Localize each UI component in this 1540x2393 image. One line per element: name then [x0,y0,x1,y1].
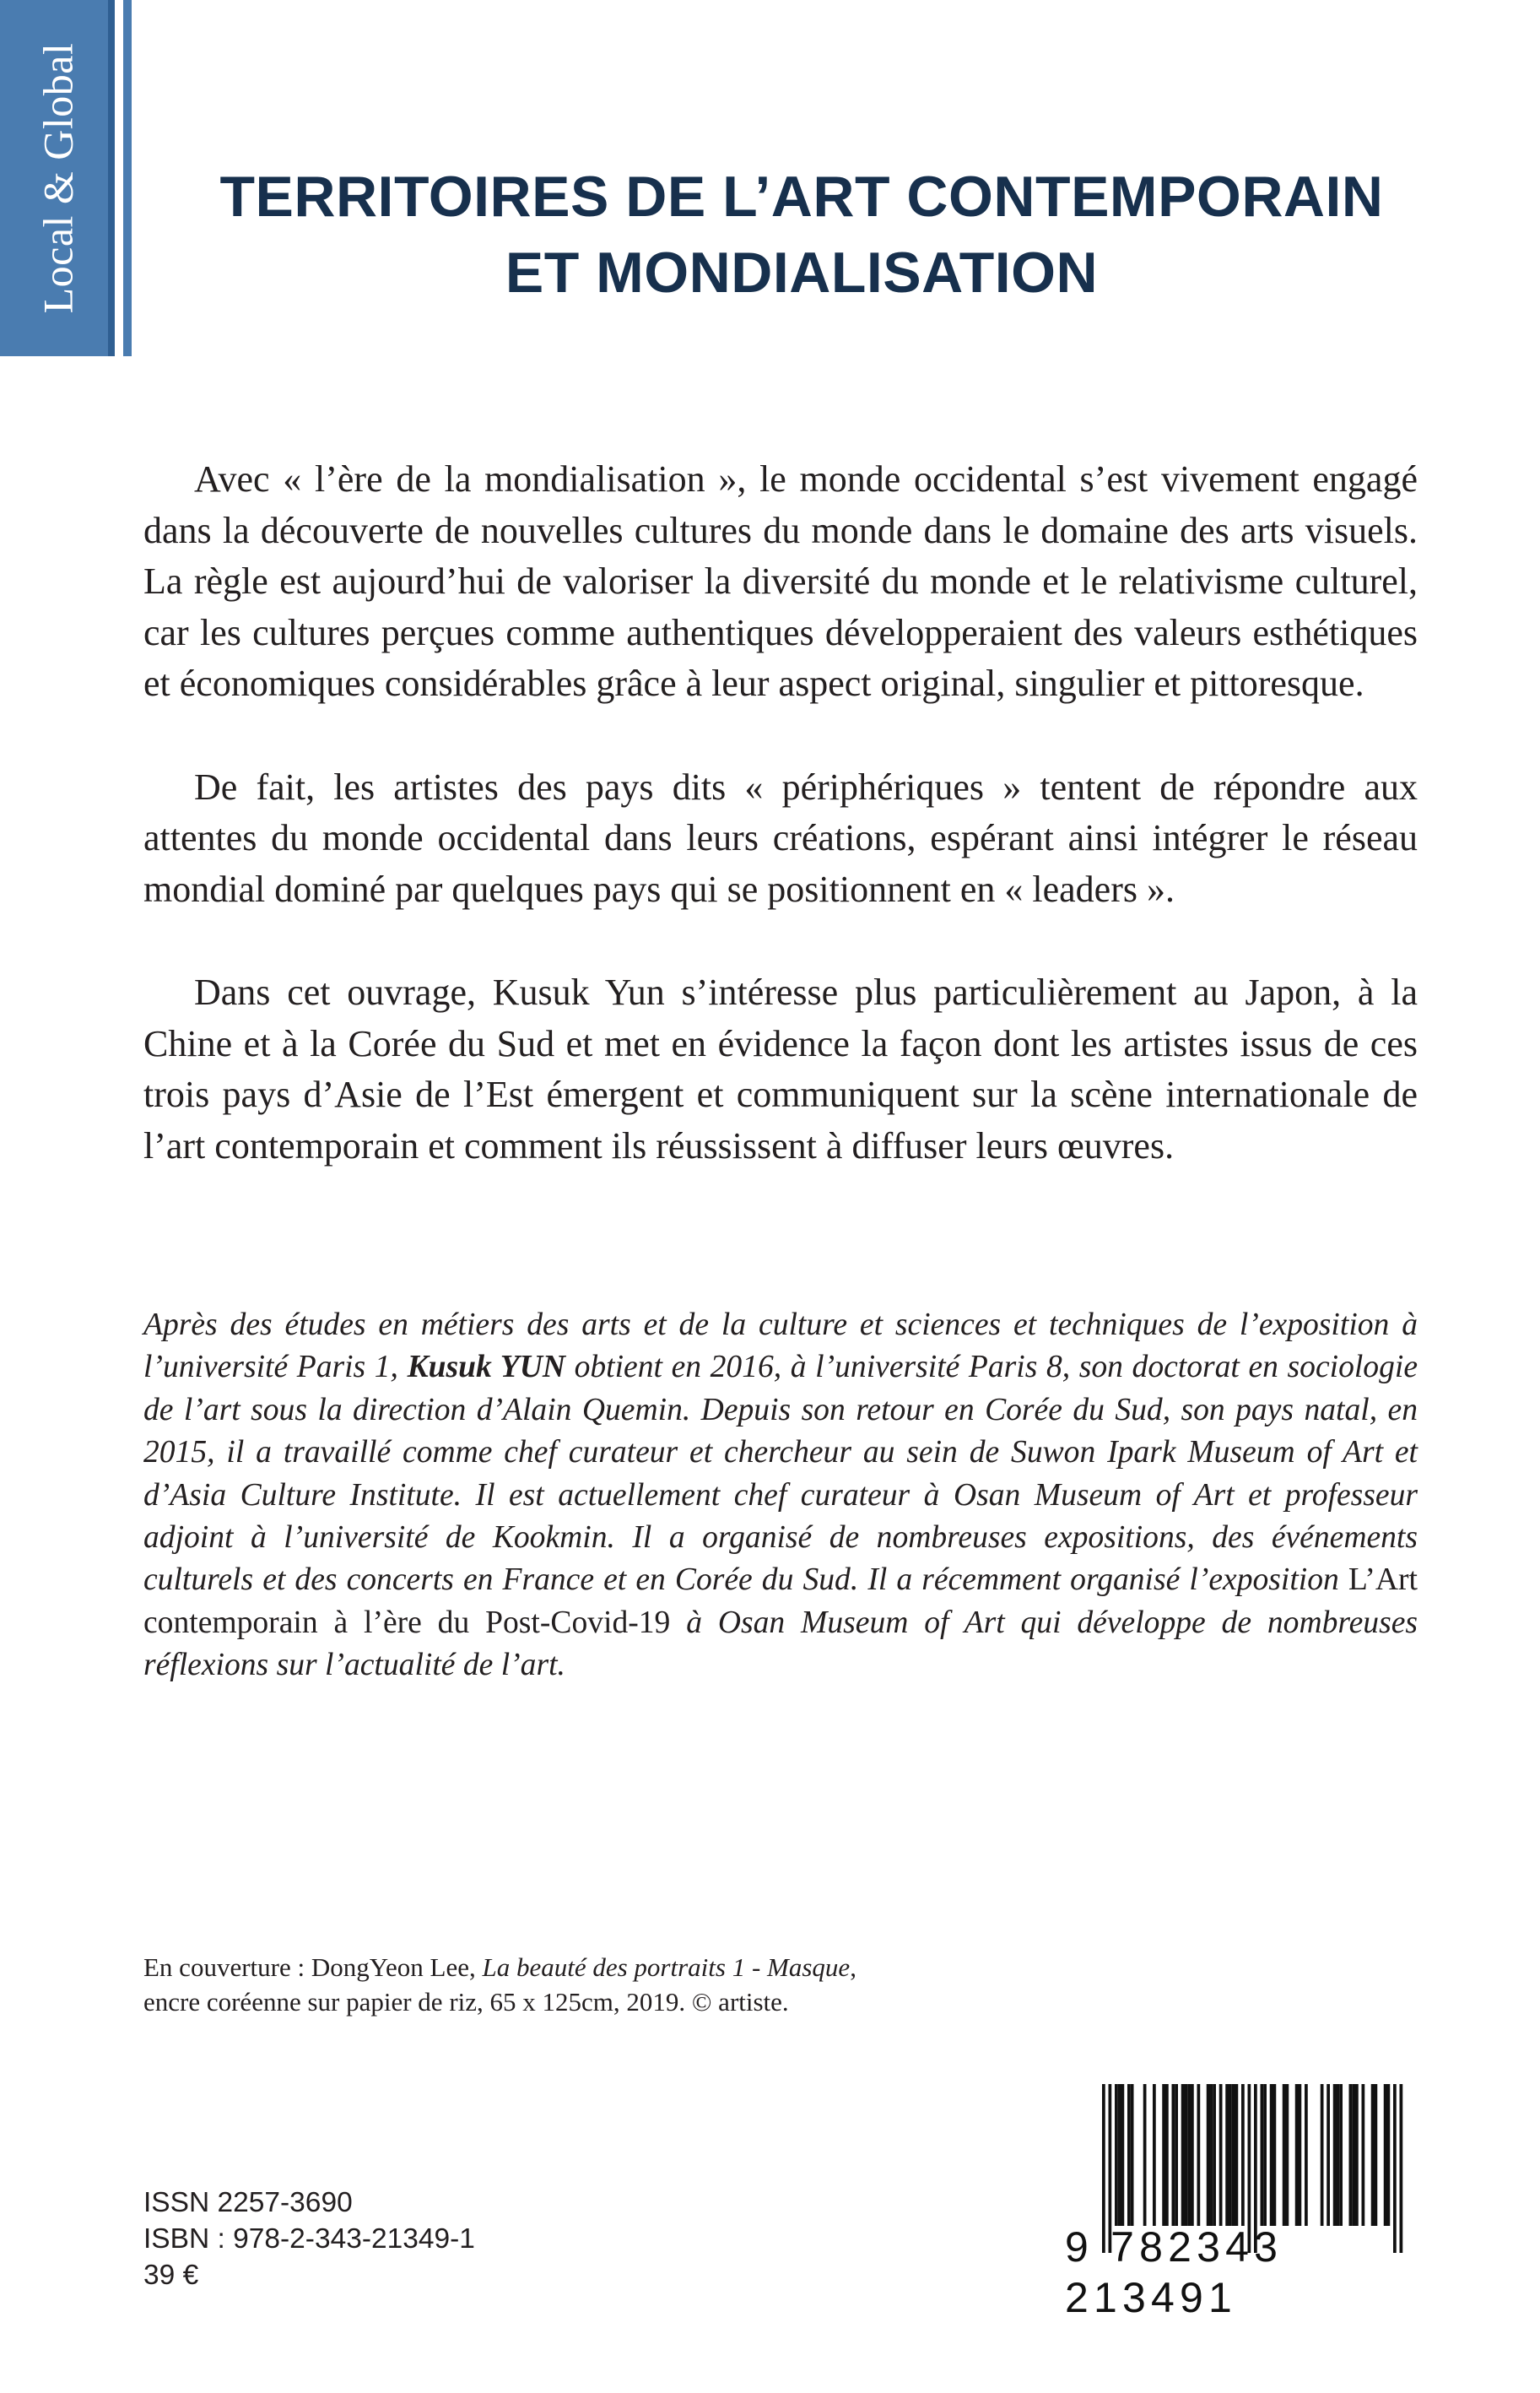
barcode-bar [1225,2084,1229,2226]
barcode-bar [1235,2084,1239,2226]
barcode-bar [1263,2084,1267,2226]
barcode-bar [1162,2084,1165,2226]
barcode-bar [1349,2084,1353,2226]
barcode-bar [1321,2084,1324,2226]
barcode-bar [1299,2084,1302,2226]
cover-credit-line-2: encre coréenne sur papier de riz, 65 x 125cm, 2019. © artiste. [143,1987,789,2017]
author-bio-part-3: à Osan Museum of Art qui développe de nombreuses réflexions sur l’actualité de l’art. [143,1605,1418,1683]
cover-credit-prefix: En couverture : DongYeon Lee, [143,1952,483,1982]
isbn: ISBN : 978-2-343-21349-1 [143,2223,475,2255]
cover-credit [143,1950,1156,2019]
barcode-bar [1185,2084,1188,2226]
barcode-bar [1261,2084,1264,2226]
barcode-bar [1387,2084,1391,2226]
barcode-bar [1115,2084,1118,2226]
author-bio [143,1304,1418,1687]
barcode-bar [1295,2084,1299,2226]
barcode-bar [1384,2084,1387,2226]
barcode-bar [1131,2084,1134,2226]
barcode-bar [1207,2084,1210,2226]
barcode-bar [1232,2084,1235,2226]
issn: ISSN 2257-3690 [143,2187,353,2218]
exhibition-title: L’Art contemporain à l’ère du Post-Covid-19 [143,1562,1418,1640]
barcode-bar [1229,2084,1232,2226]
barcode-bar [1362,2084,1365,2226]
blurb [143,454,1418,1224]
series-band-edge [123,0,132,356]
barcode-bar [1210,2084,1213,2226]
barcode-bar [1352,2084,1355,2226]
barcode-bar [1305,2084,1308,2226]
barcode-bar [1375,2084,1378,2226]
cover-artwork-title: La beauté des portraits 1 - Masque [482,1952,851,1982]
barcode-bar [1165,2084,1169,2226]
blurb-paragraph: Dans cet ouvrage, Kusuk Yun s’intéresse plus particulièrement au Japon, à la Chine et à la Corée du Sud et met en évidence la façon dont les artistes issus de ces trois pays d’Asie de l’Est émergent et communiquent sur la scène internationale de l’art contemporain et comment ils réussissent à diffuser leurs œuvres. [143,972,1418,1167]
barcode-bar [1337,2084,1340,2226]
publication-info [143,2185,650,2293]
barcode-bar [1118,2084,1121,2226]
barcode-bar [1241,2084,1245,2226]
barcode-bar [1213,2084,1216,2226]
barcode-bar [1175,2084,1178,2226]
book-title-line-1: TERRITOIRES DE L’ART CONTEMPORAIN [219,165,1384,229]
barcode-bar [1333,2084,1337,2226]
barcode-bar [1187,2084,1191,2226]
barcode-bar [1286,2084,1289,2226]
blurb-paragraph: De fait, les artistes des pays dits « périphériques » tentent de répondre aux attentes du monde occidental dans leurs créations, espérant ainsi intégrer le réseau mondial dominé par quelques pays qui se positionnent en « leaders ». [143,766,1418,910]
barcode-bar [1191,2084,1194,2226]
barcode-bar [1172,2084,1175,2226]
barcode-bar [1181,2084,1185,2226]
book-title [169,159,1435,311]
barcode-bar [1121,2084,1125,2226]
book-title-line-2: ET MONDIALISATION [505,241,1099,305]
author-name: Kusuk YUN [407,1350,565,1385]
barcode-bar [1153,2084,1156,2226]
series-label-text: Local & Global [34,42,82,314]
barcode-bar [1143,2084,1147,2226]
barcode-bar [1339,2084,1343,2226]
cover-credit-line-1 [143,1950,1156,1984]
price: 39 € [143,2260,199,2291]
series-label [0,0,115,356]
barcode-bar [1270,2084,1273,2226]
cover-credit-suffix: , [850,1952,856,1982]
barcode-bar [1327,2084,1330,2226]
author-bio-part-2: obtient en 2016, à l’université Paris 8, son doctorat en sociologie de l’art sous la direction d’Alain Quemin. Depuis son retour en Corée du Sud, son pays natal, en 2015, il a travaillé comme chef curateur et chercheur au sein de Suwon Ipark Museum of Art et d’Asia Culture Institute. Il est actuellement chef curateur à Osan Museum of Art et professeur adjoint à l’université de Kookmin. Il a organisé de nombreuses expositions, des événements culturels et des concerts en France et en Corée du Sud. Il a récemment organisé l’exposition [143,1350,1418,1598]
barcode-bar [1283,2084,1286,2226]
barcode-bar [1371,2084,1375,2226]
barcode-bar [1355,2084,1359,2226]
author-bio-part-1: Après des études en métiers des arts et de la culture et sciences et techniques de l’exposition à l’université Paris 1, [143,1307,1418,1385]
barcode-bar [1197,2084,1201,2226]
barcode-bar [1127,2084,1131,2226]
barcode-bar [1219,2084,1223,2226]
blurb-paragraph: Avec « l’ère de la mondialisation », le monde occidental s’est vivement engagé dans la découverte de nouvelles cultures du monde dans le domaine des arts visuels. La règle est aujourd’hui de valoriser la diversité du monde et le relativisme culturel, car les cultures perçues comme authentiques développeraient des valeurs esthétiques et économiques considérables grâce à leur aspect original, singulier et pittoresque. [143,458,1418,704]
barcode-digits: 9 782343 213491 [1065,2223,1283,2321]
barcode-bar [1273,2084,1277,2226]
